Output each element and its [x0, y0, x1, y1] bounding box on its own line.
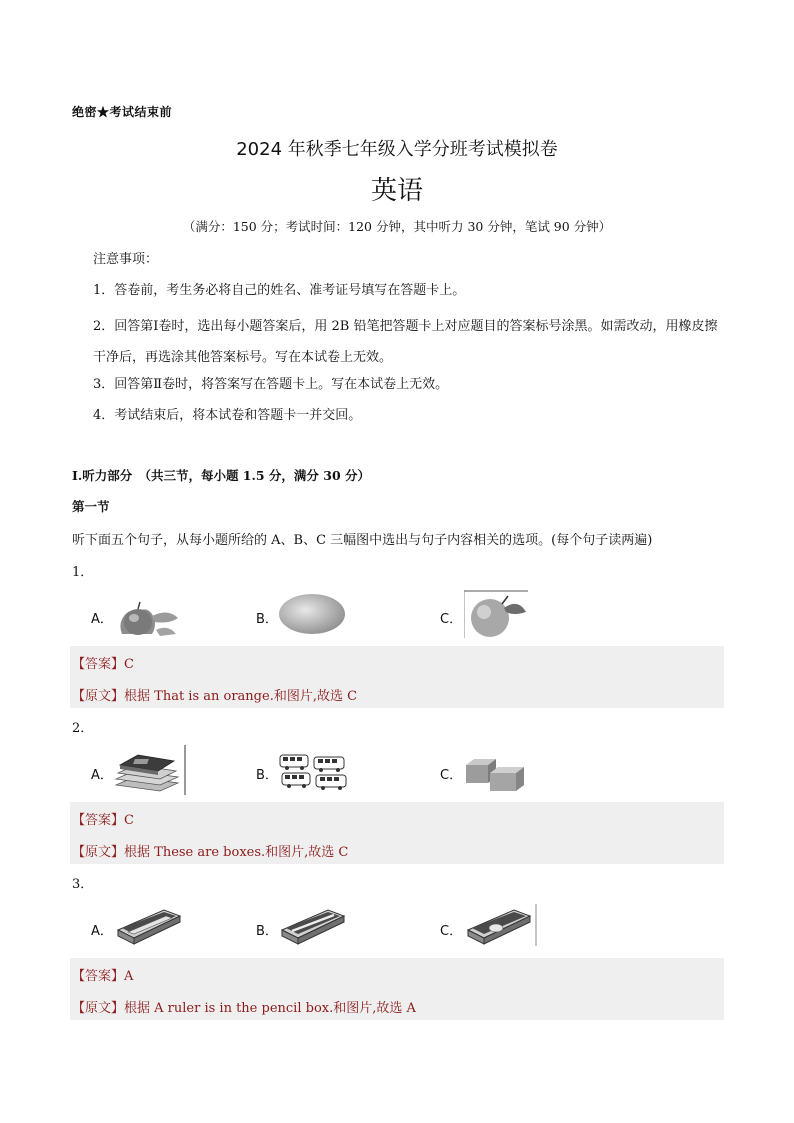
source-label: 【原文】	[72, 845, 125, 860]
exam-title: 2024 年秋季七年级入学分班考试模拟卷	[236, 139, 558, 160]
source-line	[72, 841, 348, 860]
pencil-box-pen-picture	[278, 906, 348, 946]
question-number: 2．	[72, 721, 94, 736]
source-label: 【原文】	[72, 689, 125, 704]
option-label-b: B．	[256, 612, 278, 627]
source-line	[72, 685, 357, 704]
answer-line	[72, 809, 134, 828]
answer-label: 【答案】	[72, 969, 125, 984]
answer-line	[72, 653, 134, 672]
source-line	[72, 997, 416, 1016]
option-label-a: A．	[91, 768, 113, 783]
notes-title: 注意事项：	[93, 252, 159, 267]
answer-label: 【答案】	[72, 657, 125, 672]
option-label-a: A．	[91, 924, 113, 939]
question-number: 1．	[72, 565, 94, 580]
answer-value: A	[124, 969, 134, 984]
books-picture	[112, 745, 188, 795]
answer-line	[72, 965, 133, 984]
answer-value: C	[124, 657, 134, 672]
question-number: 3．	[72, 877, 94, 892]
section-instruction: 听下面五个句子，从每小题所给的 A、B、C 三幅图中选出与句子内容相关的选项。(每个句子读两遍)	[72, 533, 653, 548]
option-label-a: A．	[91, 612, 113, 627]
option-label-c: C．	[440, 768, 463, 783]
note-item-3: 3．回答第Ⅱ卷时，将答案写在答题卡上。写在本试卷上无效。	[93, 377, 449, 392]
note-item-2: 2．回答第Ⅰ卷时，选出每小题答案后，用 2B 铅笔把答题卡上对应题目的答案标号涂黑。如需改动，用橡皮擦干净后，再选涂其他答案标号。写在本试卷上无效。	[93, 319, 718, 365]
answer-label: 【答案】	[72, 813, 125, 828]
option-label-b: B．	[256, 924, 278, 939]
buses-picture	[278, 753, 350, 793]
source-label: 【原文】	[72, 1001, 125, 1016]
pencil-box-ruler-picture	[114, 906, 184, 946]
source-text: 根据 These are boxes.和图片,故选 C	[124, 845, 349, 860]
egg-picture	[278, 592, 346, 638]
subject-title: 英语	[370, 176, 423, 206]
source-text: 根据 That is an orange.和图片,故选 C	[124, 689, 358, 704]
confidential-label: 绝密★考试结束前	[72, 105, 173, 119]
option-label-c: C．	[440, 612, 463, 627]
source-text: 根据 A ruler is in the pencil box.和图片,故选 A	[124, 1001, 416, 1016]
option-label-c: C．	[440, 924, 463, 939]
boxes-picture	[462, 755, 528, 793]
note-item-1: 1．答卷前，考生务必将自己的姓名、准考证号填写在答题卡上。	[93, 283, 466, 298]
pencil-box-eraser-picture	[464, 904, 538, 946]
option-label-b: B．	[256, 768, 278, 783]
apple-picture	[116, 594, 180, 638]
orange-picture	[464, 590, 528, 638]
section-part: 第一节	[72, 499, 110, 514]
section-title: I.听力部分 （共三节，每小题 1.5 分，满分 30 分）	[72, 468, 370, 483]
exam-info: （满分：150 分；考试时间：120 分钟，其中听力 30 分钟，笔试 90 分钟）	[182, 219, 612, 234]
answer-value: C	[124, 813, 134, 828]
note-item-4: 4．考试结束后，将本试卷和答题卡一并交回。	[93, 408, 362, 423]
